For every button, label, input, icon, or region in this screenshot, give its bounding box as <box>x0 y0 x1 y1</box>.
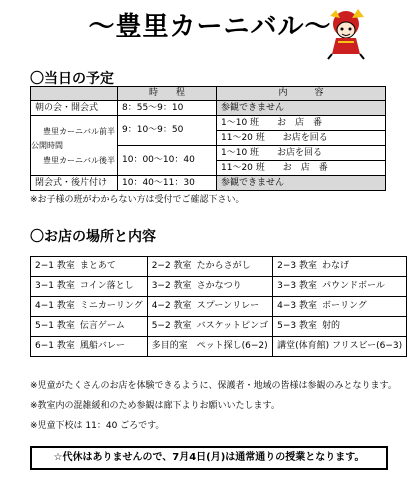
shop-room: 5−1 教室 <box>35 321 75 331</box>
schedule-row-opening-label: 朝の会・開会式 <box>31 101 118 116</box>
shop-room: 3−3 教室 <box>277 281 317 291</box>
shop-name: まとあて <box>79 261 116 271</box>
shops-row <box>31 257 407 277</box>
schedule-row-first-half-time: 9：10〜9：50 <box>118 116 217 146</box>
shops-table <box>30 256 407 357</box>
schedule-row-closing-label: 閉会式・後片付け <box>31 176 118 191</box>
note-observation: ※児童がたくさんのお店を体験できるように、保護者・地域の皆様は参観のみとなります。 <box>30 381 397 391</box>
shop-name: 伝言ゲーム <box>79 321 125 331</box>
schedule-row-opening-content: 参観できません <box>217 101 386 116</box>
schedule-note: ※お子様の班がわからない方は受付でご確認下さい。 <box>30 195 245 205</box>
shop-room: 2−1 教室 <box>35 261 75 271</box>
shop-cell <box>147 337 272 357</box>
shop-name: 風船バレー <box>79 341 125 351</box>
shop-room: 6−1 教室 <box>35 341 75 351</box>
shop-name: わなげ <box>322 261 350 271</box>
section-heading-schedule: 〇当日の予定 <box>30 71 114 87</box>
shop-cell <box>31 257 148 277</box>
schedule-row-second-half-group-a: 1〜10 班 お店を回る <box>217 146 386 161</box>
schedule-table <box>30 86 386 191</box>
schedule-row-first-half-group-a: 1〜10 班 お 店 番 <box>217 116 386 131</box>
shop-name: フリスビー(6−3) <box>332 341 403 351</box>
note-hallway: ※教室内の混雑緩和のため参観は廊下よりお願いいたします。 <box>30 401 280 411</box>
schedule-row-opening-time: 8：55〜9：10 <box>118 101 217 116</box>
schedule-row-first-half-label: 豊里カーニバル前半 <box>43 126 115 136</box>
shop-room: 多目的室 <box>151 341 188 351</box>
schedule-row-second-half-time: 10：00〜10：40 <box>118 146 217 176</box>
schedule-row-closing-time: 10：40〜11：30 <box>118 176 217 191</box>
shops-row <box>31 277 407 297</box>
shop-room: 4−3 教室 <box>277 301 317 311</box>
shop-cell <box>147 297 272 317</box>
shop-room: 4−2 教室 <box>151 301 192 311</box>
shops-row <box>31 297 407 317</box>
shops-row <box>31 337 407 357</box>
shop-name: ボーリング <box>322 301 367 311</box>
shop-name: パウンドボール <box>322 281 385 291</box>
schedule-header-blank <box>31 87 118 101</box>
shop-room: 3−2 教室 <box>151 281 192 291</box>
shop-name: コイン落とし <box>79 281 134 291</box>
shop-name: さかなつり <box>196 281 242 291</box>
shop-cell <box>273 337 407 357</box>
shop-room: 3−1 教室 <box>35 281 75 291</box>
shop-room: 5−3 教室 <box>277 321 317 331</box>
shop-cell <box>31 277 148 297</box>
schedule-row-second-half-label: 豊里カーニバル後半 <box>43 155 115 165</box>
shop-cell <box>273 317 407 337</box>
shop-room: 2−3 教室 <box>277 261 317 271</box>
shop-cell <box>273 297 407 317</box>
shop-room: 5−2 教室 <box>151 321 192 331</box>
shop-name: スプーンリレー <box>196 301 260 311</box>
section-heading-shops: 〇お店の場所と内容 <box>30 229 156 245</box>
note-dismissal: ※児童下校は 11：40 ごろです。 <box>30 421 165 431</box>
shop-cell <box>273 277 407 297</box>
mascot-illustration <box>322 8 370 60</box>
shop-cell <box>273 257 407 277</box>
public-hours-label: 公開時間 <box>31 141 63 150</box>
shop-name: バスケットピンゴ <box>196 321 269 331</box>
shop-cell <box>147 317 272 337</box>
shop-room: 4−1 教室 <box>35 301 75 311</box>
shop-name: ペット探し(6−2) <box>196 341 268 351</box>
shop-name: ミニカーリング <box>79 301 143 311</box>
shop-cell <box>147 257 272 277</box>
page-title: 〜豊里カーニバル〜 <box>88 12 332 42</box>
schedule-header-content: 内 容 <box>217 87 386 101</box>
shop-room: 講堂(体育館) <box>277 341 330 351</box>
notice-box: ☆代休はありませんので、7月4日(月)は通常通りの授業となります。 <box>30 446 388 470</box>
shop-cell <box>31 337 148 357</box>
shop-name: たからさがし <box>196 261 251 271</box>
schedule-row-first-half-group-b: 11〜20 班 お店を回る <box>217 131 386 146</box>
schedule-header-time: 時 程 <box>118 87 217 101</box>
shop-cell <box>31 297 148 317</box>
shop-cell <box>147 277 272 297</box>
shops-row <box>31 317 407 337</box>
shop-name: 射的 <box>322 321 341 331</box>
shop-cell <box>31 317 148 337</box>
schedule-row-closing-content: 参観できません <box>217 176 386 191</box>
schedule-row-second-half-group-b: 11〜20 班 お 店 番 <box>217 161 386 176</box>
shop-room: 2−2 教室 <box>151 261 192 271</box>
